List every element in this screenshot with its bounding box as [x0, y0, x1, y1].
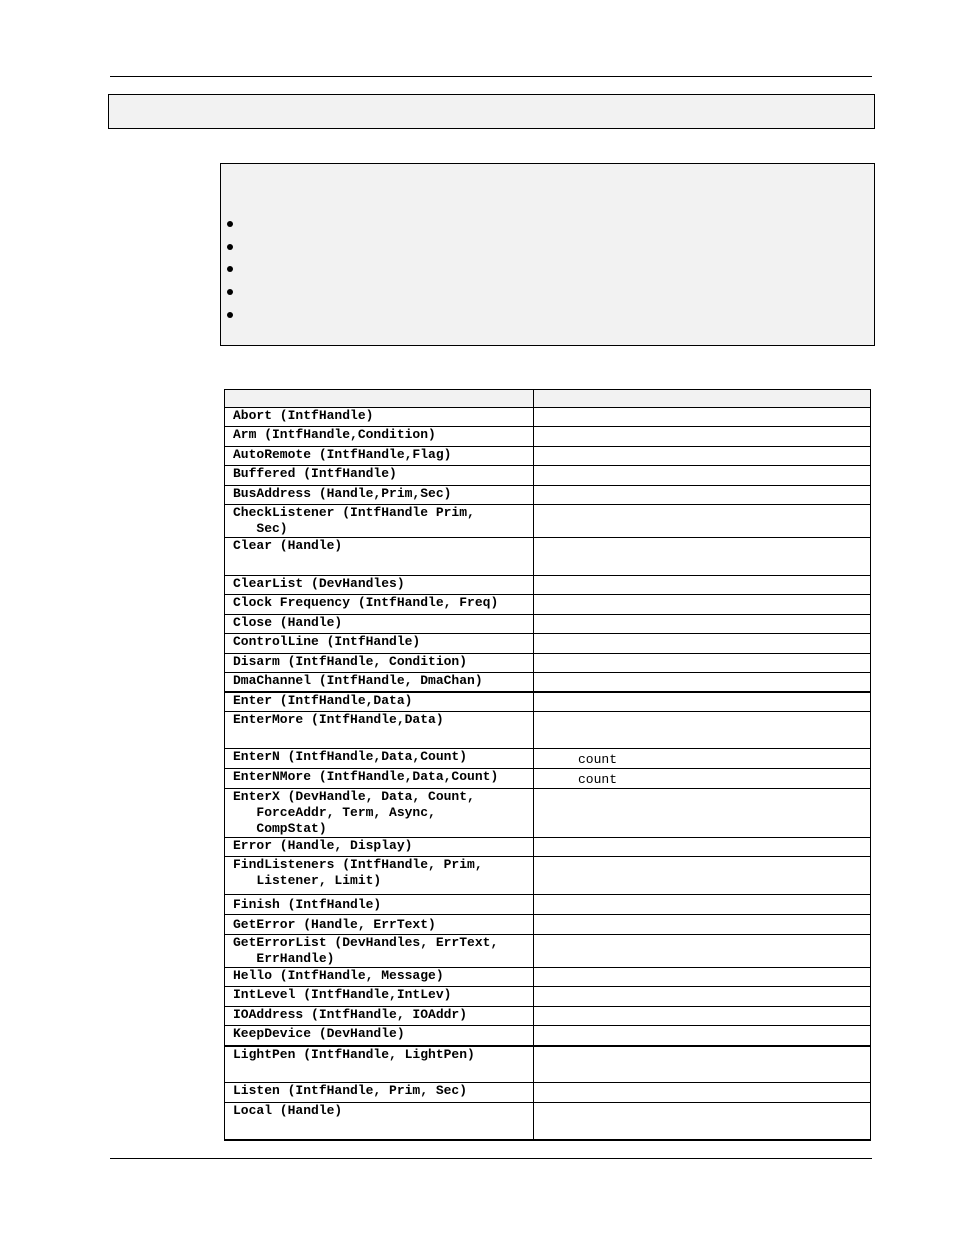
command-description [534, 447, 871, 466]
command-syntax: EnterMore (IntfHandle,Data) [225, 712, 534, 749]
table-header-row [225, 390, 871, 408]
table-row [225, 447, 871, 466]
table-row [225, 935, 871, 968]
command-description [534, 692, 871, 712]
table-row [225, 895, 871, 915]
bullet-icon [227, 244, 233, 250]
command-syntax: EnterN (IntfHandle,Data,Count) [225, 749, 534, 769]
command-syntax: Enter (IntfHandle,Data) [225, 692, 534, 712]
table-row [225, 1046, 871, 1083]
command-description: count [534, 749, 871, 769]
command-description [534, 1007, 871, 1026]
bullet-icon [227, 312, 233, 318]
table-row [225, 427, 871, 447]
command-syntax: Disarm (IntfHandle, Condition) [225, 654, 534, 673]
table-row [225, 673, 871, 692]
table-row [225, 1083, 871, 1103]
command-description [534, 712, 871, 749]
command-syntax: GetErrorList (DevHandles, ErrText, ErrHandle) [225, 935, 534, 968]
command-syntax: Clear (Handle) [225, 538, 534, 576]
table-row [225, 692, 871, 712]
table-row [225, 968, 871, 987]
command-description [534, 935, 871, 968]
table-row [225, 654, 871, 673]
table-row [225, 838, 871, 857]
header-rule [110, 76, 872, 77]
command-syntax: CheckListener (IntfHandle Prim, Sec) [225, 505, 534, 538]
command-description [534, 1046, 871, 1083]
command-description [534, 987, 871, 1007]
bullet-icon [227, 289, 233, 295]
command-syntax: Buffered (IntfHandle) [225, 466, 534, 486]
table-row [225, 615, 871, 634]
table-row [225, 1103, 871, 1140]
command-description [534, 486, 871, 505]
command-syntax: Listen (IntfHandle, Prim, Sec) [225, 1083, 534, 1103]
command-description [534, 595, 871, 615]
footer-rule [110, 1158, 872, 1159]
bullet-icon [227, 266, 233, 272]
command-syntax: Finish (IntfHandle) [225, 895, 534, 915]
command-syntax: GetError (Handle, ErrText) [225, 915, 534, 935]
table-row [225, 915, 871, 935]
table-row [225, 1007, 871, 1026]
command-description [534, 915, 871, 935]
header-cell-command [225, 390, 534, 408]
command-syntax: Hello (IntfHandle, Message) [225, 968, 534, 987]
command-description [534, 615, 871, 634]
command-description [534, 673, 871, 692]
command-syntax: ClearList (DevHandles) [225, 576, 534, 595]
table-row [225, 595, 871, 615]
command-syntax: KeepDevice (DevHandle) [225, 1026, 534, 1046]
header-cell-description [534, 390, 871, 408]
table-row [225, 408, 871, 427]
command-syntax: IOAddress (IntfHandle, IOAddr) [225, 1007, 534, 1026]
command-description [534, 789, 871, 838]
table-row [225, 769, 871, 789]
note-box [220, 163, 875, 346]
command-syntax: Arm (IntfHandle,Condition) [225, 427, 534, 447]
command-description [534, 1103, 871, 1140]
table-row [225, 857, 871, 895]
table-row [225, 987, 871, 1007]
table-row [225, 538, 871, 576]
command-description [534, 654, 871, 673]
command-syntax: EnterX (DevHandle, Data, Count, ForceAddr, Term, Async, CompStat) [225, 789, 534, 838]
command-syntax: Local (Handle) [225, 1103, 534, 1140]
command-description [534, 408, 871, 427]
command-description [534, 466, 871, 486]
command-syntax: Error (Handle, Display) [225, 838, 534, 857]
section-title-box [108, 94, 875, 129]
command-description [534, 838, 871, 857]
table-row [225, 1026, 871, 1046]
command-description [534, 634, 871, 654]
command-description [534, 1083, 871, 1103]
bullet-icon [227, 221, 233, 227]
command-syntax: LightPen (IntfHandle, LightPen) [225, 1046, 534, 1083]
command-syntax: Abort (IntfHandle) [225, 408, 534, 427]
command-syntax: FindListeners (IntfHandle, Prim, Listener, Limit) [225, 857, 534, 895]
command-description [534, 857, 871, 895]
table-row [225, 576, 871, 595]
table-row [225, 466, 871, 486]
command-syntax: BusAddress (Handle,Prim,Sec) [225, 486, 534, 505]
command-description [534, 538, 871, 576]
command-description [534, 968, 871, 987]
table-row [225, 789, 871, 838]
command-syntax: Clock Frequency (IntfHandle, Freq) [225, 595, 534, 615]
command-syntax: EnterNMore (IntfHandle,Data,Count) [225, 769, 534, 789]
command-syntax: Close (Handle) [225, 615, 534, 634]
command-description [534, 505, 871, 538]
command-description [534, 576, 871, 595]
command-syntax: AutoRemote (IntfHandle,Flag) [225, 447, 534, 466]
table-row [225, 505, 871, 538]
command-syntax: ControlLine (IntfHandle) [225, 634, 534, 654]
table-row [225, 712, 871, 749]
command-description [534, 1026, 871, 1046]
table-row [225, 749, 871, 769]
command-syntax: DmaChannel (IntfHandle, DmaChan) [225, 673, 534, 692]
command-description [534, 427, 871, 447]
command-syntax: IntLevel (IntfHandle,IntLev) [225, 987, 534, 1007]
command-table [224, 389, 871, 1141]
command-description [534, 895, 871, 915]
table-row [225, 486, 871, 505]
table-row [225, 634, 871, 654]
command-description: count [534, 769, 871, 789]
